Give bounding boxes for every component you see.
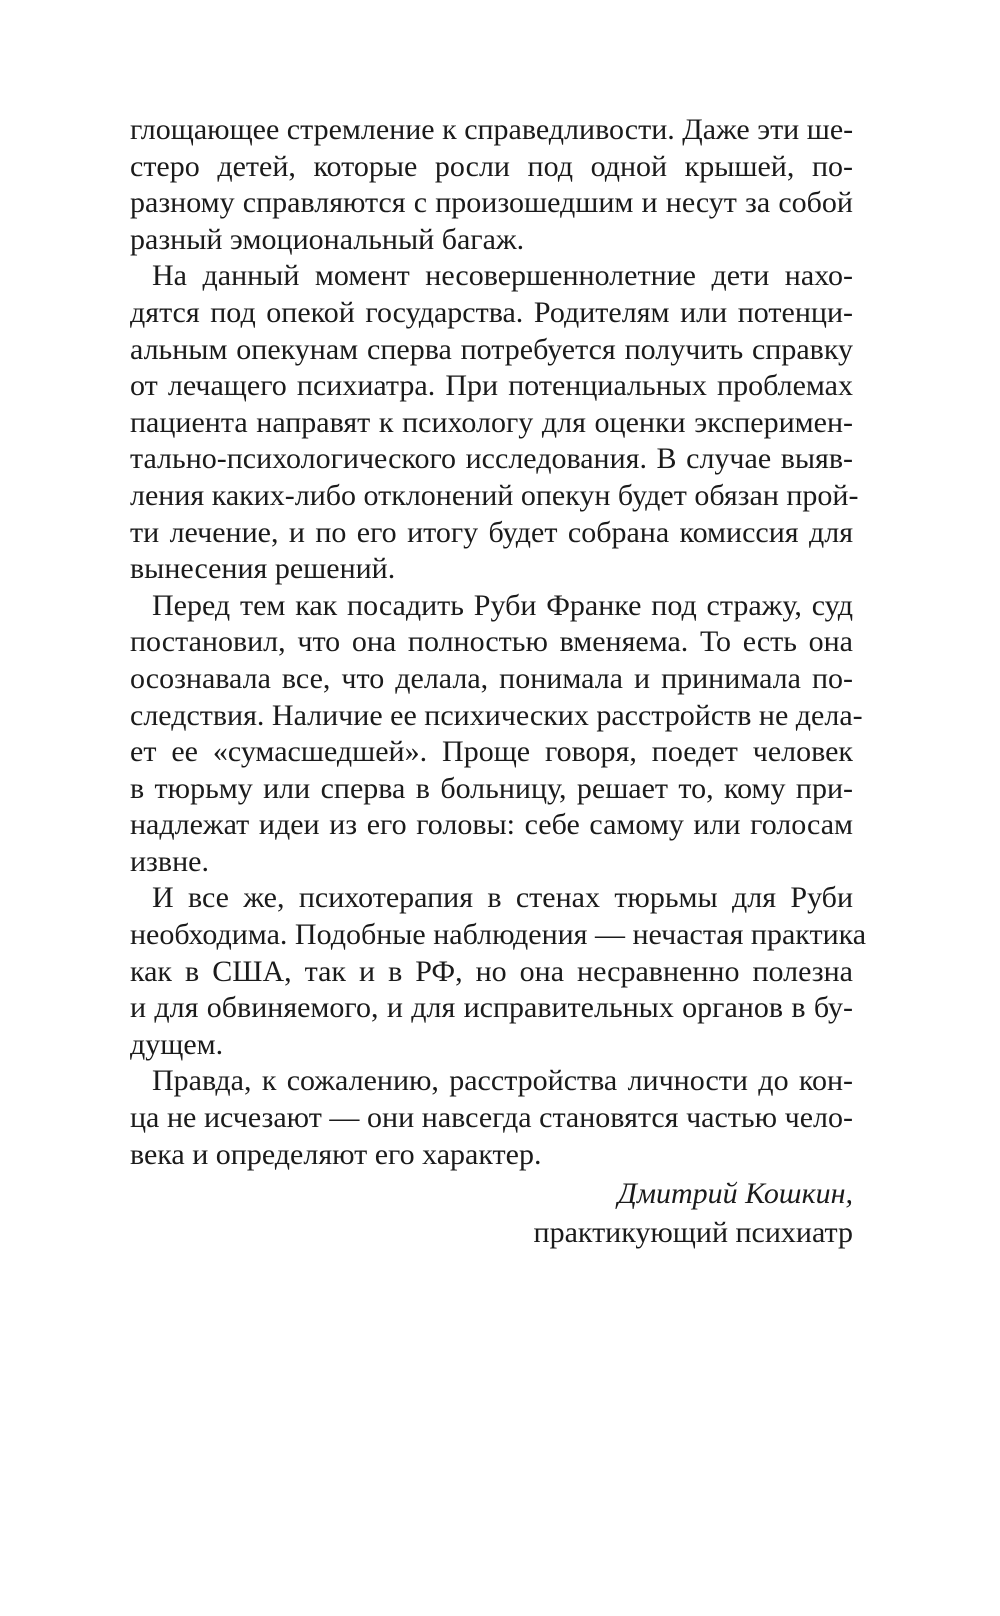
text-line: следствия. Наличие ее психических расстройств не дела- <box>130 698 863 732</box>
text-line: глощающее стремление к справедливости. Даже эти ше- <box>130 113 854 146</box>
paragraph-4 <box>130 880 867 1063</box>
text-line: На данный момент несовершеннолетние дети нахо- <box>152 259 853 293</box>
text-line: от лечащего психиатра. При потенциальных проблемах <box>130 369 853 403</box>
paragraph-3 <box>130 588 863 881</box>
author-role: практикующий психиатр <box>533 1216 853 1249</box>
text-line: как в США, так и в РФ, но она несравненно полезна <box>130 954 853 988</box>
text-line: века и определяют его характер. <box>130 1137 542 1171</box>
text-line: необходима. Подобные наблюдения — нечастая практика <box>130 918 867 952</box>
text-line: пациента направят к психологу для оценки эксперимен- <box>130 405 853 439</box>
text-line: Правда, к сожалению, расстройства личности до кон- <box>152 1064 853 1098</box>
paragraph-1 <box>130 112 853 258</box>
text-line: разному справляются с произошедшим и несут за собой <box>130 186 853 220</box>
body-text <box>130 112 867 1173</box>
text-line: дятся под опекой государства. Родителям или потенци- <box>130 295 853 329</box>
text-line: осознавала все, что делала, понимала и принимала по- <box>130 661 853 695</box>
paragraph-2 <box>130 258 859 587</box>
text-line: ления каких-либо отклонений опекун будет обязан прой- <box>130 478 859 512</box>
text-line: ца не исчезают — они навсегда становятся частью чело- <box>130 1101 853 1135</box>
text-line: и для обвиняемого, и для исправительных органов в бу- <box>130 991 853 1025</box>
text-line: в тюрьму или сперва в больницу, решает то, кому при- <box>130 771 853 805</box>
author-name: Дмитрий Кошкин, <box>617 1177 853 1210</box>
text-line: альным опекунам сперва потребуется получить справку <box>130 332 853 366</box>
text-line: И все же, психотерапия в стенах тюрьмы для Руби <box>152 881 853 915</box>
text-line: надлежат идеи из его головы: себе самому или голосам <box>130 808 853 842</box>
text-line: стеро детей, которые росли под одной крышей, по- <box>130 149 853 183</box>
text-line: тально-психологического исследования. В случае выяв- <box>130 442 853 476</box>
text-line: Перед тем как посадить Руби Франке под стражу, суд <box>152 588 853 622</box>
text-line: дущем. <box>130 1027 224 1061</box>
signature-block <box>534 1174 853 1252</box>
text-line: вынесения решений. <box>130 552 396 586</box>
text-line: извне. <box>130 844 209 878</box>
text-line: ти лечение, и по его итогу будет собрана комиссия для <box>130 515 853 549</box>
text-line: постановил, что она полностью вменяема. То есть она <box>130 625 853 659</box>
paragraph-5 <box>130 1063 853 1173</box>
text-line: разный эмоциональный багаж. <box>130 222 525 256</box>
text-line: ет ее «сумасшедшей». Проще говоря, поедет человек <box>130 735 853 769</box>
